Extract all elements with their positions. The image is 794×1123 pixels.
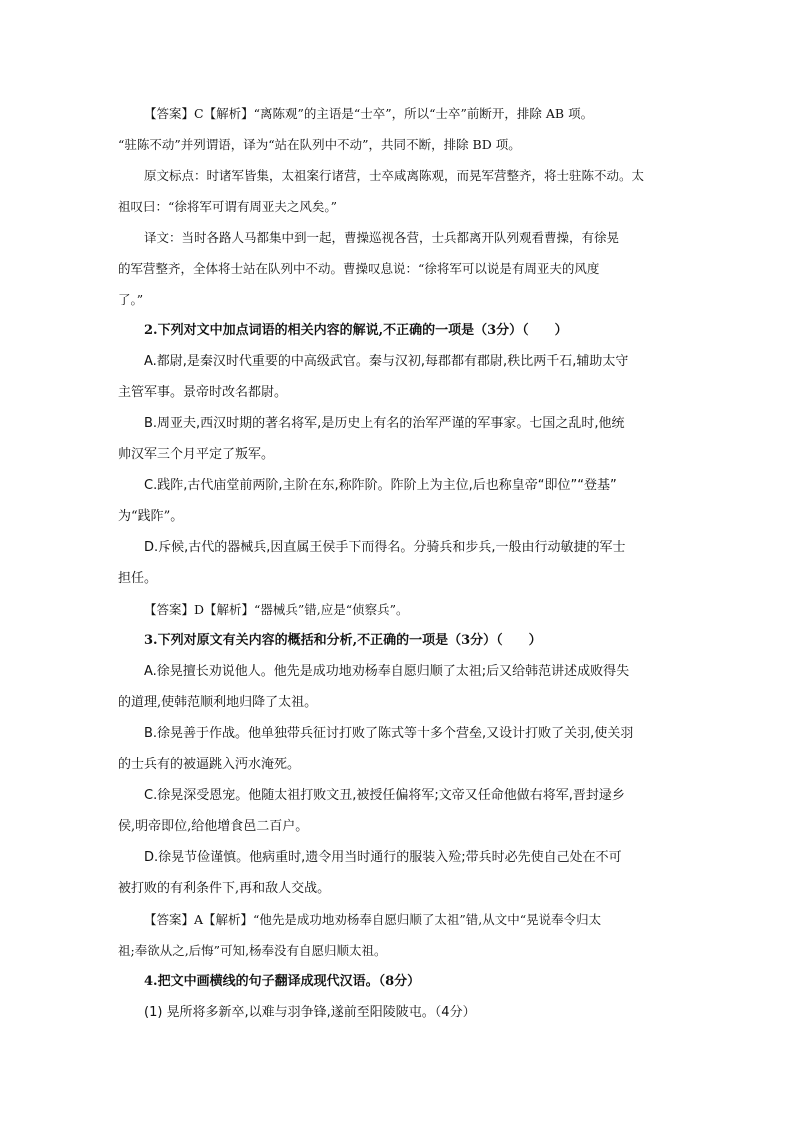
question-3-title: 3.下列对原文有关内容的概括和分析,不正确的一项是（3分）（ ） bbox=[144, 633, 542, 648]
q2-option-a-cont: 主管军事。景帝时改名都尉。 bbox=[118, 385, 288, 400]
q2-option-b: B.周亚夫,西汉时期的著名将军,是历史上有名的治军严谨的军事家。七国之乱时,他统 bbox=[144, 416, 625, 431]
q2-option-a: A.都尉,是秦汉时代重要的中高级武官。秦与汉初,每郡都有郡尉,秩比两千石,辅助太守 bbox=[144, 354, 629, 369]
q3-option-a-cont: 的道理,使韩范顺利地归降了太祖。 bbox=[118, 695, 318, 710]
q2-option-d: D.斥候,古代的器械兵,因直属王侯手下而得名。分骑兵和步兵,一般由行动敏捷的军士 bbox=[144, 540, 626, 555]
translation-cont-2: 了。” bbox=[118, 292, 144, 307]
q3-option-b: B.徐晃善于作战。他单独带兵征讨打败了陈式等十多个营垒,又设计打败了关羽,使关羽 bbox=[144, 726, 634, 741]
q3-option-c: C.徐晃深受恩宠。他随太祖打败文丑,被授任偏将军;文帝又任命他做右将军,晋封逯乡 bbox=[144, 788, 625, 803]
q2-option-d-cont: 担任。 bbox=[118, 571, 158, 586]
q4-item-1: (1) 晃所将多新卒,以难与羽争锋,遂前至阳陵陂屯。（4分） bbox=[144, 1005, 476, 1020]
q2-option-c: C.践阼,古代庙堂前两阶,主阶在东,称阼阶。阼阶上为主位,后也称皇帝“即位”“登基” bbox=[144, 478, 617, 493]
q3-answer-cont: 祖;奉欲从之,后悔”可知,杨奉没有自愿归顺太祖。 bbox=[118, 943, 387, 958]
q3-option-d-cont: 被打败的有利条件下,再和敌人交战。 bbox=[118, 881, 331, 896]
document-content bbox=[118, 98, 680, 1028]
q1-answer-analysis-cont: “驻陈不动”并列谓语，译为“站在队列中不动”，共同不断，排除 BD 项。 bbox=[118, 137, 521, 152]
original-punctuation-cont: 祖叹曰：“徐将军可谓有周亚夫之风矣。” bbox=[118, 199, 338, 214]
q3-option-b-cont: 的士兵有的被逼跳入沔水淹死。 bbox=[118, 757, 301, 772]
translation: 译文：当时各路人马都集中到一起，曹操巡视各营，士兵都离开队列观看曹操，有徐晃 bbox=[144, 230, 620, 245]
q1-answer-analysis: 【答案】C【解析】“离陈观”的主语是“士卒”，所以“士卒”前断开，排除 AB 项。 bbox=[144, 106, 594, 121]
q2-option-c-cont: 为“践阼”。 bbox=[118, 509, 184, 524]
original-punctuation: 原文标点：时诸军皆集，太祖案行诸营，士卒咸离陈观，而晃军营整齐，将士驻陈不动。太 bbox=[144, 168, 645, 183]
q3-answer: 【答案】A【解析】“他先是成功地劝杨奉自愿归顺了太祖”错,从文中“晃说奉令归太 bbox=[144, 912, 602, 927]
q3-option-c-cont: 侯,明帝即位,给他增食邑二百户。 bbox=[118, 819, 309, 834]
question-2-title: 2.下列对文中加点词语的相关内容的解说,不正确的一项是（3分）（ ） bbox=[144, 323, 568, 338]
q3-option-d: D.徐晃节俭谨慎。他病重时,遗令用当时通行的服装入殓;带兵时必先使自己处在不可 bbox=[144, 850, 622, 865]
q2-answer: 【答案】D【解析】“器械兵”错,应是“侦察兵”。 bbox=[144, 602, 409, 617]
q3-option-a: A.徐晃擅长劝说他人。他先是成功地劝杨奉自愿归顺了太祖;后又给韩范讲述成败得失 bbox=[144, 664, 630, 679]
translation-cont-1: 的军营整齐，全体将士站在队列中不动。曹操叹息说：“徐将军可以说是有周亚夫的风度 bbox=[118, 261, 600, 276]
question-4-title: 4.把文中画横线的句子翻译成现代汉语。（8分） bbox=[144, 974, 421, 989]
q2-option-b-cont: 帅汉军三个月平定了叛军。 bbox=[118, 447, 275, 462]
